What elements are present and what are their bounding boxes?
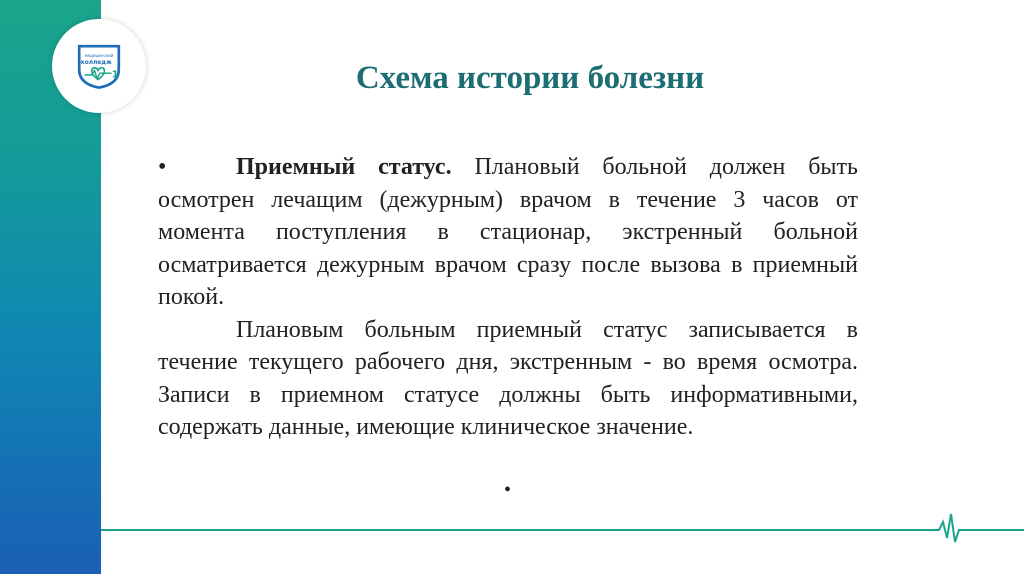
second-paragraph: Плановым больным приемный статус записывается в течение текущего рабочего дня, экстренным - во время осмотра. Записи в приемном статусе должны быть информативными, содержать данные, имеющие клиническое значение. (158, 316, 858, 440)
pulse-line-decoration (101, 508, 1024, 548)
logo-number: 1 (111, 69, 119, 81)
empty-bullet: • (504, 479, 512, 501)
logo-text-main: колледж (80, 60, 112, 67)
college-heart-icon (72, 39, 126, 93)
college-logo (52, 19, 146, 113)
bullet-marker: • (158, 154, 167, 180)
logo-text-top: медицинский (84, 53, 114, 58)
slide-body (158, 151, 858, 444)
bullet-text: Плановый больной должен быть осмотрен лечащим (дежурным) врачом в течение 3 часов от момента поступления в стационар, экстренный больной осматривается дежурным врачом сразу после вызова в приемный покой. (158, 154, 858, 310)
bullet-bold-heading: Приемный статус. (236, 154, 452, 180)
slide-title: Схема истории болезни (355, 60, 705, 96)
bullet-paragraph (158, 151, 858, 314)
